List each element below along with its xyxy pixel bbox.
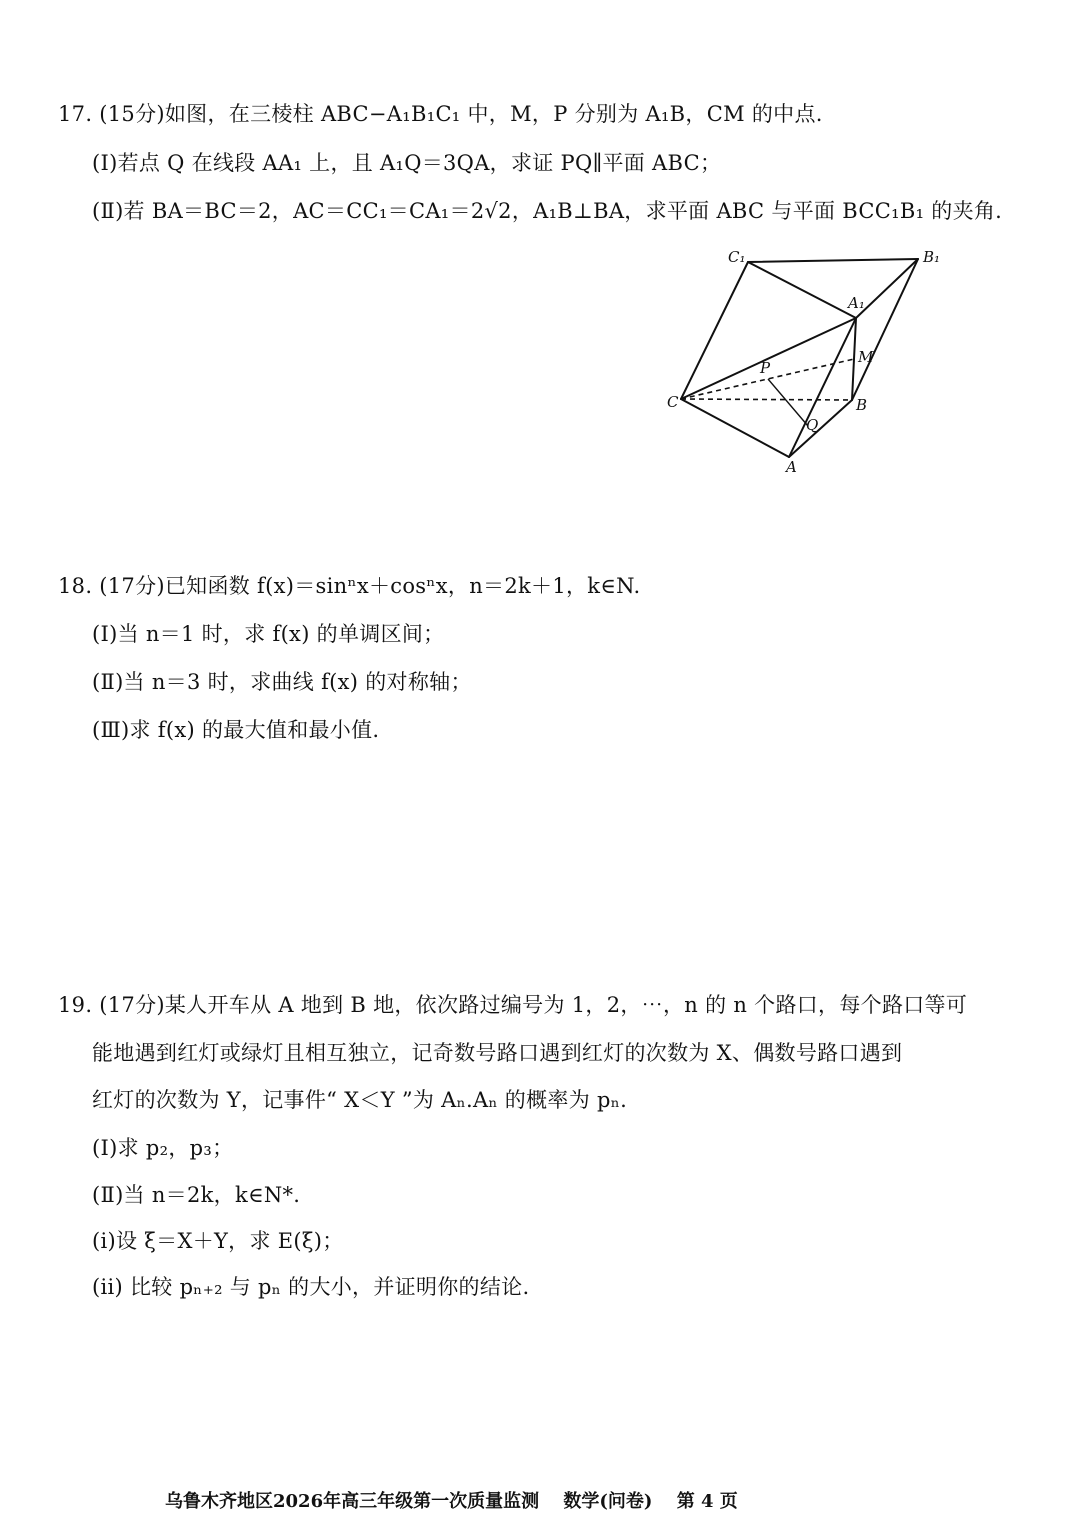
q19-stem-line-3: 红灯的次数为 Y，记事件“ X＜Y ”为 Aₙ.Aₙ 的概率为 pₙ. [92, 1088, 628, 1112]
edge-a-a1 [789, 318, 856, 457]
edge-a1-b [852, 318, 856, 400]
page-footer [165, 1487, 756, 1513]
q18-part-3: (Ⅲ)求 f(x) 的最大值和最小值. [92, 718, 380, 742]
q18-part-1: (Ⅰ)当 n＝1 时，求 f(x) 的单调区间； [92, 622, 445, 646]
q19-part-2-i: (i)设 ξ＝X＋Y，求 E(ξ)； [92, 1229, 344, 1253]
q19-part-1: (Ⅰ)求 p₂，p₃； [92, 1136, 234, 1160]
page-number: 第 4 页 [676, 1491, 738, 1512]
q19-stem-line-1: 19. (17分)某人开车从 A 地到 B 地，依次路过编号为 1，2，⋯，n 的 n 个路口，每个路口等可 [58, 993, 968, 1017]
label-a1: A₁ [848, 294, 865, 312]
edge-c1-b1 [748, 259, 918, 262]
q18-part-2: (Ⅱ)当 n＝3 时，求曲线 f(x) 的对称轴； [92, 670, 472, 694]
edge-c-b [681, 399, 852, 400]
q17-stem: 17. (15分)如图，在三棱柱 ABC−A₁B₁C₁ 中，M，P 分别为 A₁B，CM 的中点. [58, 102, 823, 126]
q17-part-2: (Ⅱ)若 BA＝BC＝2，AC＝CC₁＝CA₁＝2√2，A₁B⊥BA，求平面 ABC 与平面 BCC₁B₁ 的夹角. [92, 199, 1003, 223]
edge-a1-b1 [856, 259, 918, 318]
q19-part-2: (Ⅱ)当 n＝2k，k∈N*. [92, 1183, 301, 1207]
edge-c-c1 [681, 262, 748, 399]
edge-c-a [681, 399, 789, 457]
label-b1: B₁ [923, 248, 941, 266]
q19-part-2-ii: (ii) 比较 pₙ₊₂ 与 pₙ 的大小，并证明你的结论. [92, 1275, 530, 1299]
label-c: C [667, 393, 679, 411]
label-b: B [856, 396, 868, 414]
label-a: A [786, 458, 797, 476]
label-q: Q [806, 416, 819, 434]
q19-stem-line-2: 能地遇到红灯或绿灯且相互独立，记奇数号路口遇到红灯的次数为 X、偶数号路口遇到 [92, 1041, 903, 1065]
segment-p-q [768, 379, 808, 426]
edge-c1-a1 [748, 262, 856, 318]
label-p: P [760, 359, 771, 377]
label-m: M [858, 348, 874, 366]
exam-title: 乌鲁木齐地区2026年高三年级第一次质量监测 [165, 1491, 540, 1512]
label-c1: C₁ [728, 248, 746, 266]
q18-stem: 18. (17分)已知函数 f(x)＝sinⁿx＋cosⁿx，n＝2k＋1，k∈N. [58, 574, 641, 598]
scan-fade-overlay [742, 1470, 872, 1520]
q17-part-1: (Ⅰ)若点 Q 在线段 AA₁ 上，且 A₁Q＝3QA，求证 PQ∥平面 ABC； [92, 151, 722, 175]
edge-a-b [789, 400, 852, 457]
edge-b-b1 [852, 259, 918, 400]
subject-label: 数学(问卷) [563, 1491, 653, 1512]
